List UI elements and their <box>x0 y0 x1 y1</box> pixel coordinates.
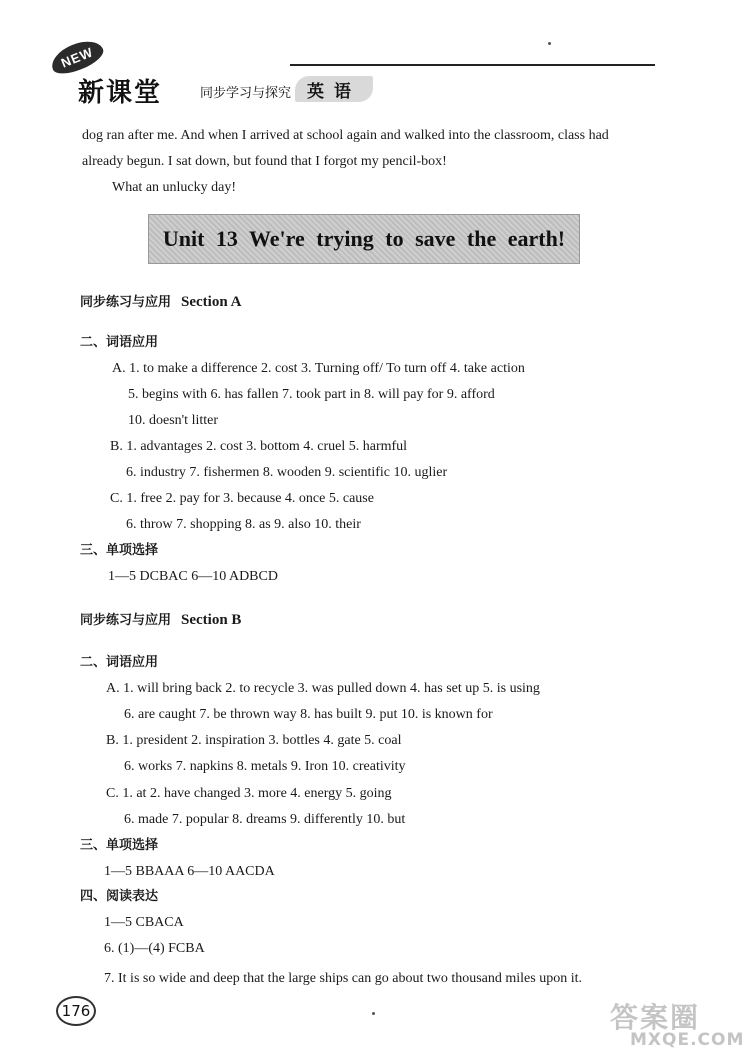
header-rule <box>290 64 655 66</box>
section-b-A-line-2: 6. are caught 7. be thrown way 8. has built 9. put 10. is known for <box>124 707 493 722</box>
section-b-part4-title: 四、阅读表达 <box>80 889 159 904</box>
series-title: 新课堂 <box>78 78 163 108</box>
page-header <box>40 36 660 106</box>
section-a-part2-title: 二、词语应用 <box>80 335 159 350</box>
watermark-logo <box>610 996 745 1056</box>
new-badge: NEW <box>47 35 107 79</box>
section-a-B-line-1: B. 1. advantages 2. cost 3. bottom 4. cruel 5. harmful <box>110 439 408 454</box>
section-a-C-line-2: 6. throw 7. shopping 8. as 9. also 10. their <box>126 517 361 532</box>
watermark-main: 答案圈 <box>610 1001 701 1034</box>
section-b-heading <box>80 612 241 629</box>
section-b-part4-line-3: 7. It is so wide and deep that the large ships can go about two thousand miles upon it. <box>104 971 582 986</box>
scan-speck <box>372 1012 375 1015</box>
section-a-part3-answer: 1—5 DCBAC 6—10 ADBCD <box>108 569 278 584</box>
section-b-A-line-1: A. 1. will bring back 2. to recycle 3. was pulled down 4. has set up 5. is using <box>106 681 540 696</box>
section-b-C-line-1: C. 1. at 2. have changed 3. more 4. energy 5. going <box>106 786 392 801</box>
page-number: 176 <box>56 996 96 1026</box>
section-b-C-line-2: 6. made 7. popular 8. dreams 9. differently 10. but <box>124 812 406 827</box>
series-subtitle: 同步学习与探究 <box>200 86 292 101</box>
section-a-A-line-3: 10. doesn't litter <box>128 413 219 428</box>
section-b-part3-answer: 1—5 BBAAA 6—10 AACDA <box>104 864 275 879</box>
watermark-sub: MXQE.COM <box>630 1030 745 1050</box>
section-b-part3-title: 三、单项选择 <box>80 838 159 853</box>
section-a-C-line-1: C. 1. free 2. pay for 3. because 4. once 5. cause <box>110 491 374 506</box>
unit-title: Unit 13 We're trying to save the earth! <box>162 226 566 251</box>
intro-line-1: dog ran after me. And when I arrived at school again and walked into the classroom, class had <box>82 128 609 143</box>
section-b-part4-line-1: 1—5 CBACA <box>104 915 184 930</box>
section-a-heading-cn: 同步练习与应用 <box>80 295 172 310</box>
section-a-heading-en: Section A <box>181 294 242 310</box>
intro-line-3: What an unlucky day! <box>112 180 237 195</box>
intro-line-2: already begun. I sat down, but found that I forgot my pencil-box! <box>82 154 447 169</box>
scan-speck <box>548 42 551 45</box>
section-a-A-line-2: 5. begins with 6. has fallen 7. took part in 8. will pay for 9. afford <box>128 387 495 402</box>
section-a-B-line-2: 6. industry 7. fishermen 8. wooden 9. scientific 10. uglier <box>126 465 448 480</box>
section-b-B-line-2: 6. works 7. napkins 8. metals 9. Iron 10. creativity <box>124 759 406 774</box>
section-b-heading-en: Section B <box>181 612 242 628</box>
section-b-part4-line-2: 6. (1)—(4) FCBA <box>104 941 205 956</box>
section-a-part3-title: 三、单项选择 <box>80 543 159 558</box>
unit-title-banner <box>148 214 580 264</box>
section-a-A-line-1: A. 1. to make a difference 2. cost 3. Turning off/ To turn off 4. take action <box>112 361 525 376</box>
section-b-heading-cn: 同步练习与应用 <box>80 613 172 628</box>
section-a-heading <box>80 294 241 311</box>
subject-tab: 英语 <box>295 76 373 102</box>
section-b-B-line-1: B. 1. president 2. inspiration 3. bottles 4. gate 5. coal <box>106 733 402 748</box>
section-b-part2-title: 二、词语应用 <box>80 655 159 670</box>
